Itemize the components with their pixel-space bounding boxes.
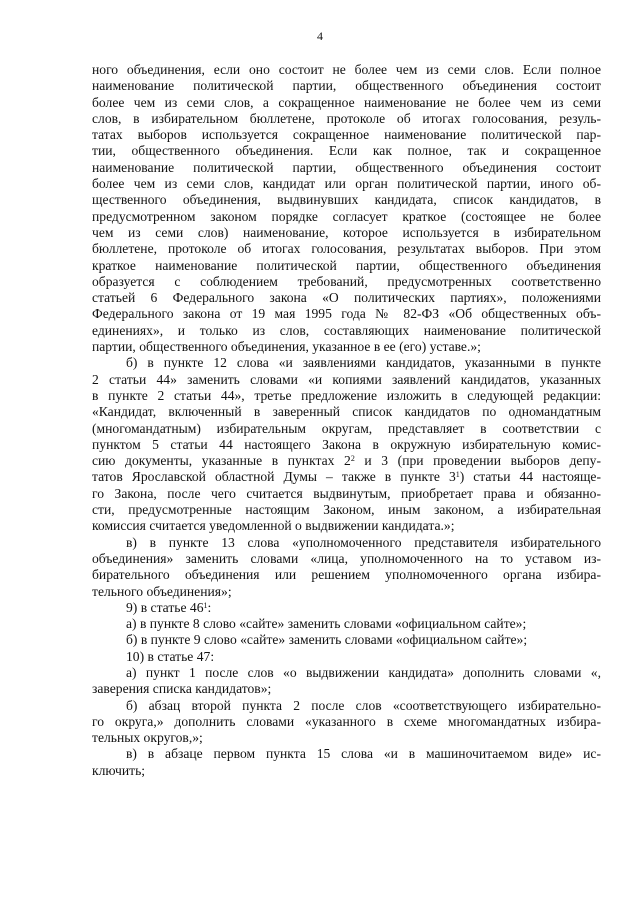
text-line: «Кандидат, включенный в заверенный список кандидатов по одномандатным bbox=[92, 404, 601, 420]
text-line: татах выборов используется сокращенное наименование политической пар- bbox=[92, 127, 601, 143]
text-fragment: татов Ярославской областной Думы – также в пункте 3 bbox=[92, 469, 456, 485]
text-fragment: и 3 (при проведении выборов депу- bbox=[354, 453, 601, 469]
text-line bbox=[92, 600, 601, 616]
superscript: 1 bbox=[203, 600, 208, 610]
superscript: 1 bbox=[455, 470, 460, 480]
text-line bbox=[92, 453, 601, 469]
text-line: б) в пункте 9 слово «сайте» заменить словами «официальном сайте»; bbox=[126, 632, 528, 648]
text-line: более чем из семи слов, кандидат или орган политической партии, иного об- bbox=[92, 176, 601, 192]
text-line: образуется с соблюдением требований, предусмотренных соответственно bbox=[92, 273, 601, 289]
text-line: комиссия считается уведомленной о выдвижении кандидата.»; bbox=[92, 518, 455, 534]
text-line bbox=[92, 469, 601, 485]
text-line: заверения списка кандидатов»; bbox=[92, 681, 272, 697]
text-fragment: ) статьи 44 настояще- bbox=[459, 469, 601, 485]
text-line: 10) в статье 47: bbox=[126, 648, 215, 664]
text-line: ключить; bbox=[92, 762, 146, 778]
text-line: краткое наименование политической партии, общественного объединения bbox=[92, 257, 601, 273]
text-line: го округа,» дополнить словами «указанного в схеме многомандатных избира- bbox=[92, 713, 601, 729]
text-line: Федерального закона от 19 мая 1995 года № 82-ФЗ «Об общественных объ- bbox=[92, 306, 601, 322]
text-fragment: : bbox=[207, 599, 212, 615]
superscript: 2 bbox=[350, 454, 355, 464]
text-line: чем из семи слов) наименование, которое используется в избирательном bbox=[92, 224, 601, 240]
text-fragment: 9) в статье 46 bbox=[126, 599, 204, 615]
text-line: тельного объединения»; bbox=[92, 583, 232, 599]
text-line: б) абзац второй пункта 2 после слов «соответствующего избирательно- bbox=[126, 697, 601, 713]
text-line: статьей 6 Федерального закона «О политических партиях», положениями bbox=[92, 290, 601, 306]
text-line: слов, в избирательном бюллетене, протоколе об итогах голосования, резуль- bbox=[92, 110, 601, 126]
text-line: партии, общественного объединения, указанное в ее (его) уставе.»; bbox=[92, 339, 481, 355]
text-line: пунктом 5 статьи 44 настоящего Закона в окружную избирательную комис- bbox=[92, 436, 601, 452]
text-line: 2 статьи 44» заменить словами «и копиями заявлений кандидатов, указанных bbox=[92, 371, 601, 387]
text-line: ного объединения, если оно состоит не более чем из семи слов. Если полное bbox=[92, 62, 601, 77]
page-number: 4 bbox=[317, 29, 323, 43]
text-line: в) в абзаце первом пункта 15 слова «и в машиночитаемом виде» ис- bbox=[126, 746, 601, 762]
text-line: сти, предусмотренные настоящим Законом, иным законом, а избирательная bbox=[92, 502, 601, 518]
text-line: единениях», и только из слов, составляющих наименование политической bbox=[92, 322, 601, 338]
text-line: бюллетене, протоколе об итогах голосования, результатах выборов. При этом bbox=[92, 241, 601, 257]
text-line: щественного объединения, выдвинувших кандидата, список кандидатов, в bbox=[92, 192, 601, 208]
text-line: более чем из семи слов, а сокращенное наименование не более чем из семи bbox=[92, 94, 601, 110]
text-line: бирательного объединения или решением уполномоченного органа избира- bbox=[92, 567, 601, 583]
text-line: б) в пункте 12 слова «и заявлениями кандидатов, указанными в пункте bbox=[126, 355, 601, 371]
text-line: го Закона, после чего считается выдвинутым, приобретает права и обязанно- bbox=[92, 485, 601, 501]
text-line: тельных округов,»; bbox=[92, 730, 203, 746]
text-line: в пункте 2 статьи 44», третье предложение изложить в следующей редакции: bbox=[92, 387, 601, 403]
text-line: наименование политической партии, общественного объединения состоит bbox=[92, 159, 601, 175]
body-text bbox=[92, 62, 601, 779]
text-line: в) в пункте 13 слова «уполномоченного представителя избирательного bbox=[126, 534, 601, 550]
text-line: а) пункт 1 после слов «о выдвижении кандидата» дополнить словами «, bbox=[126, 664, 601, 680]
text-line: (многомандатным) избирательным округам, представляет в соответствии с bbox=[92, 420, 601, 436]
text-line: объединения» заменить словами «лица, уполномоченного на то уставом из- bbox=[92, 550, 601, 566]
text-line: а) в пункте 8 слово «сайте» заменить словами «официальном сайте»; bbox=[126, 616, 527, 632]
text-fragment: сию документы, указанные в пунктах 2 bbox=[92, 453, 351, 469]
text-line: наименование политической партии, общественного объединения состоит bbox=[92, 78, 601, 94]
text-line: предусмотренном законом порядке согласует краткое (состоящее не более bbox=[92, 208, 601, 224]
text-line: тии, общественного объединения. Если как полное, так и сокращенное bbox=[92, 143, 601, 159]
